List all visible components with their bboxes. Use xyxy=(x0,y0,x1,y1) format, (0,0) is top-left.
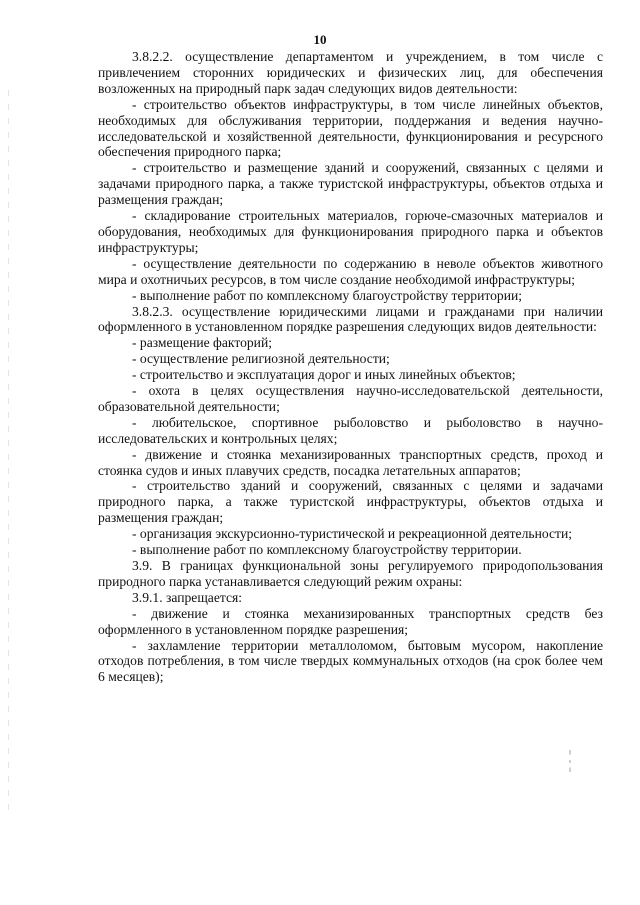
list-item-fishing: - любительское, спортивное рыболовство и рыболовство в научно-исследовательских и контрольных целях; xyxy=(98,414,603,446)
list-item-storage: - складирование строительных материалов, горюче-смазочных материалов и оборудования, необходимых для функционирования природного парка и объектов инфраструктуры; xyxy=(98,208,603,255)
scan-edge-artifact xyxy=(8,90,9,810)
list-item-vehicles-vessels: - движение и стоянка механизированных транспортных средств, проход и стоянка судов и иных плавучих средств, посадка летательных аппаратов; xyxy=(98,446,603,478)
page-number: 10 xyxy=(313,32,327,47)
list-item-religious-activity: - осуществление религиозной деятельности; xyxy=(132,351,390,367)
list-item-unauthorized-vehicles: - движение и стоянка механизированных транспортных средств без оформленного в установленном порядке разрешения; xyxy=(98,605,603,637)
list-item-trading-posts: - размещение факторий; xyxy=(132,335,272,351)
list-item-landscaping-2: - выполнение работ по комплексному благоустройству территории. xyxy=(132,542,522,558)
paragraph-3-9: 3.9. В границах функциональной зоны регулируемого природопользования природного парка устанавливается следующий режим охраны: xyxy=(98,558,603,589)
document-body xyxy=(98,49,603,685)
list-item-hunting: - охота в целях осуществления научно-исследовательской деятельности, образовательной деятельности; xyxy=(98,383,603,414)
list-item-landscaping: - выполнение работ по комплексному благоустройству территории; xyxy=(132,287,523,303)
list-item-buildings: - строительство и размещение зданий и сооружений, связанных с целями и задачами природного парка, а также туристской инфраструктуры, объектов отдыха и размещения граждан; xyxy=(98,160,603,208)
list-item-roads: - строительство и эксплуатация дорог и иных линейных объектов; xyxy=(132,367,516,383)
list-item-tourism-buildings: - строительство зданий и сооружений, связанных с целями и задачами природного парка, а также туристской инфраструктуры, объектов отдыха и размещения граждан; xyxy=(98,478,603,526)
paragraph-3-9-1: 3.9.1. запрещается: xyxy=(132,589,243,605)
list-item-animal-keeping: - осуществление деятельности по содержанию в неволе объектов животного мира и охотничьих ресурсов, в том числе создание необходимой инфраструктуры; xyxy=(98,255,603,287)
list-item-excursions: - организация экскурсионно-туристической и рекреационной деятельности; xyxy=(132,526,573,542)
list-item-infrastructure: - строительство объектов инфраструктуры, в том числе линейных объектов, необходимых для обслуживания территории, поддержания и ведения научно-исследовательской и хозяйственной деятельности, функционирования и ресурсного обеспечения природного парка; xyxy=(98,96,603,160)
paragraph-3-8-2-3: 3.8.2.3. осуществление юридическими лицами и гражданами при наличии оформленного в установленном порядке разрешения следующих видов деятельности: xyxy=(98,303,603,335)
list-item-littering: - захламление территории металлоломом, бытовым мусором, накопление отходов потребления, в том числе твердых коммунальных отходов (на срок более чем 6 месяцев); xyxy=(98,637,603,685)
scan-mark-artifact xyxy=(569,750,571,772)
paragraph-3-8-2-2: 3.8.2.2. осуществление департаментом и учреждением, в том числе с привлечением сторонних юридических и физических лиц, для обеспечения возложенных на природный парк задач следующих видов деятельности: xyxy=(98,49,603,96)
